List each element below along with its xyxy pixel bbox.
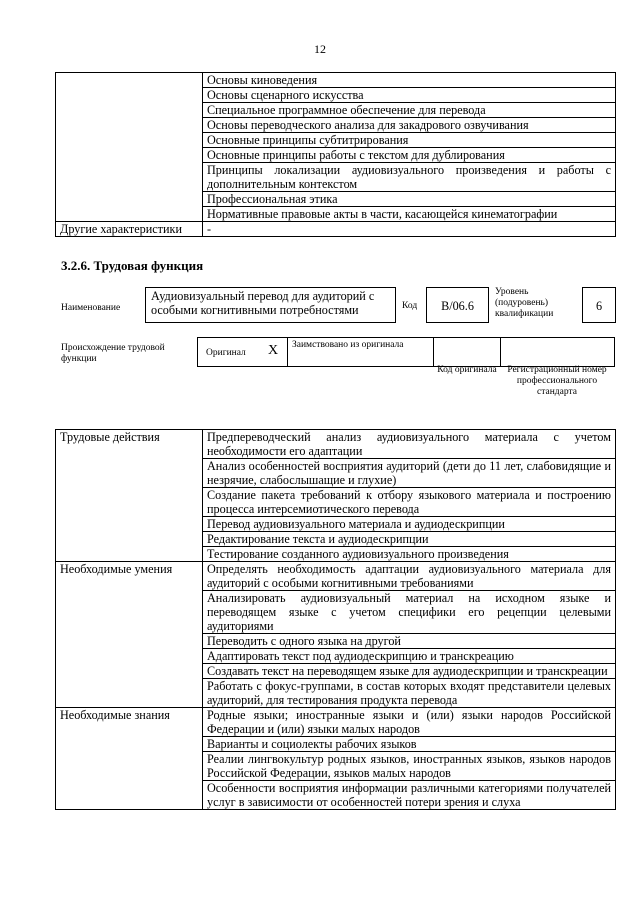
empty-label-cell — [56, 73, 203, 222]
table-cell: Создавать текст на переводящем языке для аудиодескрипции и транскреации — [203, 664, 616, 679]
table-cell: Тестирование созданного аудиовизуального произведения — [203, 547, 616, 562]
reg-caption: Регистрационный номер профессионального стандарта — [507, 365, 607, 397]
original-mark: X — [268, 343, 279, 358]
table-cell: Редактирование текста и аудиодескрипции — [203, 532, 616, 547]
table-cell: Специальное программное обеспечение для перевода — [203, 103, 616, 118]
required-skills-label: Необходимые умения — [56, 562, 203, 708]
section-title: 3.2.6. Трудовая функция — [61, 258, 204, 273]
level-label: Уровень (подуровень) квалификации — [495, 287, 554, 319]
table-cell: Анализировать аудиовизуальный материал на исходном языке и переводящем языке с учетом специфики его рецепции целевыми аудиториями — [203, 591, 616, 634]
level-value: 6 — [582, 287, 616, 323]
origin-label: Происхождение трудовой функции — [61, 343, 165, 364]
code-label: Код — [402, 301, 418, 311]
other-characteristics-value: - — [203, 222, 616, 237]
table-cell: Определять необходимость адаптации аудиовизуального материала для аудиторий с особыми когнитивными требованиями — [203, 562, 616, 591]
table-cell: Работать с фокус-группами, в состав которых входят представители целевых аудиторий, для тестирования продукта перевода — [203, 679, 616, 708]
table-cell: Перевод аудиовизуального материала и аудиодескрипции — [203, 517, 616, 532]
divider — [287, 338, 288, 366]
labor-actions-label: Трудовые действия — [56, 430, 203, 562]
table-row — [56, 708, 616, 737]
table-cell: Реалии лингвокультур родных языков, иностранных языков, языков народов Российской Федерации, языков малых народов — [203, 752, 616, 781]
table-cell: Анализ особенностей восприятия аудиторий (дети до 11 лет, слабовидящие и незрячие, слабослышащие и глухие) — [203, 459, 616, 488]
divider — [500, 338, 501, 366]
table-cell: Предпереводческий анализ аудиовизуального материала с учетом необходимости его адаптации — [203, 430, 616, 459]
labor-function-table — [55, 429, 616, 810]
original-label: Оригинал — [206, 348, 246, 358]
table-cell: Основные принципы субтитрирования — [203, 133, 616, 148]
table-cell: Основы сценарного искусства — [203, 88, 616, 103]
table-cell: Особенности восприятия информации различными категориями получателей услуг в зависимости от особенностей потери зрения и слуха — [203, 781, 616, 810]
origin-box — [197, 337, 615, 367]
table-row — [56, 222, 616, 237]
table-cell: Принципы локализации аудиовизуального произведения и работы с дополнительным контекстом — [203, 163, 616, 192]
function-code: B/06.6 — [426, 287, 489, 323]
table-cell: Родные языки; иностранные языки и (или) языки народов Российской Федерации и (или) языки малых народов — [203, 708, 616, 737]
divider — [433, 338, 434, 366]
page-number: 12 — [314, 42, 326, 56]
borrowed-label: Заимствовано из оригинала — [292, 340, 404, 350]
function-name: Аудиовизуальный перевод для аудиторий с особыми когнитивными потребностями — [145, 287, 396, 323]
table-cell: Основы переводческого анализа для закадрового озвучивания — [203, 118, 616, 133]
code-caption: Код оригинала — [437, 365, 497, 375]
table-cell: Переводить с одного языка на другой — [203, 634, 616, 649]
table-cell: Создание пакета требований к отбору языкового материала и построению процесса интерсемиотического перевода — [203, 488, 616, 517]
table-cell: Нормативные правовые акты в части, касающейся кинематографии — [203, 207, 616, 222]
knowledge-continuation-table — [55, 72, 616, 237]
required-knowledge-label: Необходимые знания — [56, 708, 203, 810]
table-cell: Основные принципы работы с текстом для дублирования — [203, 148, 616, 163]
table-cell: Адаптировать текст под аудиодескрипцию и транскреацию — [203, 649, 616, 664]
other-characteristics-label: Другие характеристики — [56, 222, 203, 237]
table-row — [56, 430, 616, 459]
table-row — [56, 562, 616, 591]
table-cell: Основы киноведения — [203, 73, 616, 88]
table-cell: Профессиональная этика — [203, 192, 616, 207]
name-label: Наименование — [61, 303, 121, 313]
table-cell: Варианты и социолекты рабочих языков — [203, 737, 616, 752]
table-row — [56, 73, 616, 88]
